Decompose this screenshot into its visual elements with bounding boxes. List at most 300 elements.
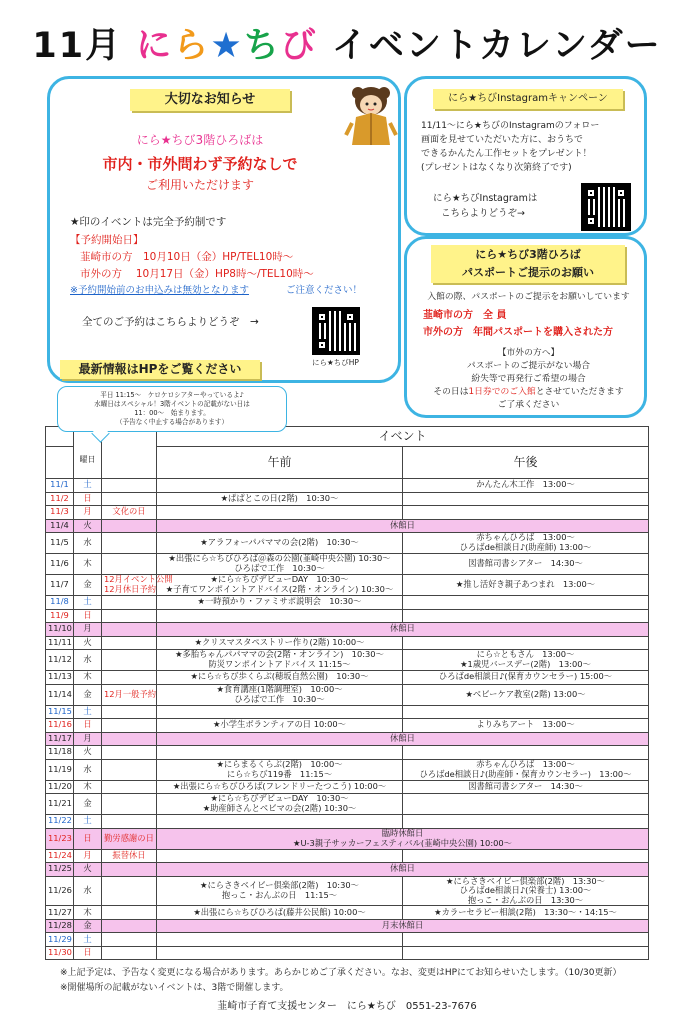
am-event-cell bbox=[157, 671, 403, 685]
calendar-row bbox=[46, 636, 649, 650]
instagram-qr-code[interactable] bbox=[581, 183, 631, 231]
title-brand-bi: び bbox=[280, 26, 318, 66]
date-cell bbox=[46, 946, 74, 960]
calendar-row bbox=[46, 828, 649, 849]
note-cell bbox=[102, 759, 157, 780]
date-cell-line: 11/20 bbox=[48, 780, 72, 791]
date-cell bbox=[46, 623, 74, 637]
date-cell bbox=[46, 533, 74, 554]
pm-event-cell bbox=[403, 933, 649, 947]
calendar-body bbox=[46, 479, 649, 960]
pm-event-cell bbox=[403, 849, 649, 863]
weekday-cell-line: 土 bbox=[83, 705, 92, 716]
notice-rule: ★印のイベントは完全予約制です bbox=[70, 216, 227, 228]
notice-label: 大切なお知らせ bbox=[130, 89, 290, 111]
calendar-row bbox=[46, 732, 649, 746]
passport-line7b: 1日券でのご入館 bbox=[468, 387, 536, 397]
am-event-cell-line: ★ぱぱとこの日(2階) 10:30～ bbox=[220, 492, 339, 503]
passport-line8: ご了承ください bbox=[497, 400, 560, 410]
date-cell-line: 11/7 bbox=[50, 579, 69, 590]
pm-event-cell bbox=[403, 554, 649, 575]
pm-event-cell bbox=[403, 746, 649, 760]
date-cell bbox=[46, 650, 74, 671]
date-cell-line: 11/24 bbox=[48, 849, 72, 860]
calendar-row bbox=[46, 780, 649, 794]
weekday-cell bbox=[74, 506, 102, 520]
header-date-blank bbox=[46, 447, 74, 479]
weekday-cell-line: 日 bbox=[83, 609, 92, 620]
date-cell-line: 11/21 bbox=[48, 798, 72, 809]
am-event-cell bbox=[157, 876, 403, 906]
date-cell-line: 11/3 bbox=[50, 506, 69, 517]
notice-line2: 市内・市外問わず予約なしで bbox=[102, 155, 298, 173]
am-event-cell bbox=[157, 705, 403, 719]
calendar-row bbox=[46, 863, 649, 877]
calendar-row bbox=[46, 575, 649, 596]
latest-info-label[interactable]: 最新情報はHPをご覧ください bbox=[60, 360, 260, 379]
weekday-cell bbox=[74, 933, 102, 947]
am-event-cell-line: ★にら☆ちびデビューDAY 10:30～ bbox=[210, 574, 349, 585]
pm-event-cell bbox=[403, 506, 649, 520]
note-cell bbox=[102, 554, 157, 575]
calendar-row bbox=[46, 609, 649, 623]
calendar-row bbox=[46, 596, 649, 610]
weekday-cell-line: 金 bbox=[83, 798, 92, 809]
date-cell bbox=[46, 933, 74, 947]
date-cell bbox=[46, 492, 74, 506]
note-cell bbox=[102, 732, 157, 746]
title-brand-ni: に bbox=[136, 26, 174, 66]
note-cell bbox=[102, 684, 157, 705]
note-cell-line: 勤労感謝の日 bbox=[104, 832, 154, 843]
date-cell-line: 11/12 bbox=[48, 654, 72, 665]
am-event-cell-line: ★出張にら☆ちびひろば(藤井公民館) 10:00～ bbox=[193, 906, 366, 917]
note-cell bbox=[102, 533, 157, 554]
weekday-cell-line: 木 bbox=[83, 780, 92, 791]
weekday-cell bbox=[74, 780, 102, 794]
note-cell bbox=[102, 574, 173, 596]
weekday-cell bbox=[74, 828, 102, 849]
weekday-cell bbox=[74, 946, 102, 960]
date-cell-line: 11/14 bbox=[48, 688, 72, 699]
note-cell bbox=[102, 746, 157, 760]
notice-warning: ※予約開始前のお申込みは無効となります bbox=[70, 285, 249, 296]
pm-event-cell bbox=[403, 575, 649, 596]
pm-event-cell bbox=[403, 684, 649, 705]
calendar-row bbox=[46, 746, 649, 760]
note-cell-line: 文化の日 bbox=[112, 506, 146, 517]
pm-event-cell bbox=[403, 609, 649, 623]
note-cell-line: 12月一般予約 bbox=[104, 688, 157, 699]
am-event-cell bbox=[157, 933, 403, 947]
pm-event-cell-line: ★カラーセラピー相談(2階) 13:30～・14:15～ bbox=[434, 906, 617, 917]
calendar-row bbox=[46, 933, 649, 947]
note-cell bbox=[102, 946, 157, 960]
note-cell bbox=[102, 815, 157, 829]
weekday-cell-line: 土 bbox=[83, 479, 92, 490]
note-cell bbox=[102, 719, 157, 733]
date-cell-line: 11/28 bbox=[48, 920, 72, 931]
weekday-cell bbox=[74, 554, 102, 575]
weekday-cell-line: 土 bbox=[83, 596, 92, 607]
note-cell-line: 12月イベント公開 bbox=[104, 574, 173, 585]
passport-line7a: その日は bbox=[433, 387, 469, 397]
am-event-cell-line: ★にらまるくらぶ(2階) 10:00～ bbox=[216, 758, 343, 769]
am-event-cell-line: 抱っこ・おんぶの日 11:15～ bbox=[221, 889, 338, 900]
note-cell bbox=[102, 479, 157, 493]
am-event-cell-line: 臨時休館日 bbox=[381, 827, 424, 838]
am-event-cell-line: にら☆ちび119番 11:15～ bbox=[226, 768, 333, 779]
am-event-cell bbox=[157, 506, 403, 520]
date-cell-line: 11/13 bbox=[48, 671, 72, 682]
calendar-row bbox=[46, 650, 649, 671]
calendar-row bbox=[46, 506, 649, 520]
passport-label bbox=[431, 245, 625, 283]
title-brand-star: ★ bbox=[210, 26, 244, 66]
pm-event-cell bbox=[403, 876, 649, 906]
pm-event-cell bbox=[403, 794, 649, 815]
pm-event-cell-line: ★ベビーケア教室(2階) 13:00～ bbox=[465, 688, 586, 699]
mascot-icon bbox=[346, 83, 396, 149]
pm-event-cell-line: ★推し活好き親子あつまれ 13:00～ bbox=[455, 579, 596, 590]
date-cell bbox=[46, 609, 74, 623]
am-event-cell-line: ★子育てワンポイントアドバイス(2階・オンライン) 10:30～ bbox=[165, 584, 394, 594]
date-cell bbox=[46, 506, 74, 520]
weekday-cell bbox=[74, 849, 102, 863]
date-cell bbox=[46, 684, 74, 705]
note-cell bbox=[102, 623, 157, 637]
pm-event-cell-line: ひろばde相談日♪(保育カウンセラー) 15:00～ bbox=[438, 671, 613, 682]
calendar-row bbox=[46, 684, 649, 705]
weekday-cell-line: 火 bbox=[83, 519, 92, 530]
weekday-cell-line: 金 bbox=[83, 688, 92, 699]
pm-event-cell bbox=[403, 780, 649, 794]
pm-event-cell bbox=[403, 636, 649, 650]
pm-event-cell bbox=[403, 719, 649, 733]
note-cell bbox=[102, 506, 157, 520]
weekday-cell bbox=[74, 671, 102, 685]
date-cell-line: 11/29 bbox=[48, 933, 72, 944]
weekday-cell bbox=[74, 906, 102, 920]
calendar-row bbox=[46, 492, 649, 506]
passport-line7c: とさせていただきます bbox=[535, 387, 624, 397]
weekday-cell-line: 日 bbox=[83, 719, 92, 730]
calendar-row bbox=[46, 719, 649, 733]
instagram-label: にら★ちびInstagramキャンペーン bbox=[433, 89, 623, 109]
date-cell bbox=[46, 746, 74, 760]
am-event-cell bbox=[157, 623, 649, 637]
date-cell bbox=[46, 732, 74, 746]
weekday-cell-line: 木 bbox=[83, 906, 92, 917]
passport-label-line2: パスポートご提示のお願い bbox=[462, 266, 594, 279]
weekday-cell-line: 水 bbox=[83, 763, 92, 774]
pm-event-cell-line: 赤ちゃんひろば 13:00～ bbox=[476, 758, 575, 769]
weekday-cell bbox=[74, 533, 102, 554]
pm-event-cell-line: ★にらさきベイビー倶楽部(2階) 13:30～ bbox=[446, 875, 605, 886]
instagram-line5: にら★ちびInstagramは bbox=[433, 193, 538, 204]
am-event-cell bbox=[157, 849, 403, 863]
weekday-cell bbox=[74, 732, 102, 746]
bubble-line2: 水曜日はスペシャル！3階イベントの記載がない日は bbox=[94, 400, 250, 408]
header-pm: 午後 bbox=[403, 447, 649, 479]
note-cell bbox=[102, 492, 157, 506]
date-cell bbox=[46, 794, 74, 815]
weekday-cell bbox=[74, 575, 102, 596]
pm-event-cell-line: ★1歳児バースデー(2階) 13:00～ bbox=[460, 659, 591, 669]
am-event-cell-line: ★にらさきベイビー倶楽部(2階) 10:30～ bbox=[200, 880, 359, 891]
title-brand-ra: ら bbox=[173, 26, 211, 66]
date-cell-line: 11/6 bbox=[50, 558, 69, 569]
pm-event-cell-line: 抱っこ・おんぶの日 13:30～ bbox=[467, 894, 584, 905]
calendar-row bbox=[46, 671, 649, 685]
weekday-cell-line: 月 bbox=[83, 849, 92, 860]
weekday-cell-line: 木 bbox=[83, 558, 92, 569]
pm-event-cell bbox=[403, 533, 649, 554]
pm-event-cell bbox=[403, 906, 649, 920]
am-event-cell bbox=[157, 946, 403, 960]
date-cell bbox=[46, 519, 74, 533]
header-dow: 曜日 bbox=[74, 427, 102, 479]
date-cell bbox=[46, 479, 74, 493]
note-cell bbox=[102, 671, 157, 685]
passport-box bbox=[404, 236, 647, 418]
am-event-cell bbox=[157, 759, 403, 780]
date-cell bbox=[46, 815, 74, 829]
am-event-cell bbox=[157, 636, 403, 650]
page-title bbox=[0, 18, 694, 68]
weekday-cell bbox=[74, 609, 102, 623]
weekday-cell bbox=[74, 636, 102, 650]
hp-qr-caption: にら★ちびHP bbox=[312, 358, 359, 367]
am-event-cell-line: ★アラフォーパパママの会(2階) 10:30～ bbox=[200, 537, 359, 548]
notice-nirasaki: 韮崎市の方 10月10日（金）HP/TEL10時～ bbox=[80, 251, 294, 263]
footer-note1: ※上記予定は、予告なく変更になる場合があります。あらかじめご了承ください。なお、変更はHPにてお知らせいたします。（10/30更新） bbox=[60, 968, 622, 978]
weekday-cell-line: 水 bbox=[83, 654, 92, 665]
weekday-cell-line: 木 bbox=[83, 671, 92, 682]
note-cell bbox=[102, 919, 157, 933]
pm-event-cell-line: ひろばde相談日♪(栄養士) 13:00～ bbox=[459, 885, 592, 896]
pm-event-cell bbox=[403, 492, 649, 506]
am-event-cell-line: ★出張にら☆ちびひろば(フレンドリーたつこう) 10:00～ bbox=[172, 780, 387, 791]
weekday-cell-line: 土 bbox=[83, 933, 92, 944]
calendar-row bbox=[46, 554, 649, 575]
am-event-cell bbox=[157, 596, 403, 610]
pm-event-cell-line: にら☆ともさん 13:00～ bbox=[476, 649, 575, 660]
am-event-cell bbox=[157, 479, 403, 493]
weekday-cell bbox=[74, 794, 102, 815]
date-cell-line: 11/15 bbox=[48, 705, 72, 716]
calendar-row bbox=[46, 519, 649, 533]
calendar-row bbox=[46, 794, 649, 815]
weekday-cell-line: 日 bbox=[83, 947, 92, 958]
notice-start-head: 【予約開始日】 bbox=[70, 234, 144, 246]
pm-event-cell bbox=[403, 650, 649, 671]
date-cell-line: 11/27 bbox=[48, 906, 72, 917]
title-brand-chi: ち bbox=[243, 26, 281, 66]
am-event-cell-line: ★にら☆ちびデビューDAY 10:30～ bbox=[210, 793, 349, 804]
am-event-cell-line: 防災ワンポイントアドバイス 11:15～ bbox=[208, 659, 351, 669]
notice-caution: ご注意ください！ bbox=[286, 285, 363, 296]
am-event-cell-line: ★食育講座(1階調理室) 10:00～ bbox=[216, 683, 343, 694]
am-event-cell bbox=[157, 863, 649, 877]
pm-event-cell-line: かんたん木工作 13:00～ bbox=[476, 479, 575, 490]
am-event-cell bbox=[157, 575, 403, 596]
date-cell bbox=[46, 575, 74, 596]
weekday-cell-line: 土 bbox=[83, 815, 92, 826]
date-cell-line: 11/8 bbox=[50, 596, 69, 607]
am-event-cell bbox=[157, 906, 403, 920]
am-event-cell bbox=[157, 732, 649, 746]
weekday-cell bbox=[74, 650, 102, 671]
calendar-row bbox=[46, 533, 649, 554]
note-cell bbox=[102, 933, 157, 947]
am-event-cell bbox=[157, 519, 649, 533]
pm-event-cell-line: 赤ちゃんひろば 13:00～ bbox=[476, 532, 575, 543]
note-cell bbox=[102, 828, 157, 849]
weekday-cell bbox=[74, 479, 102, 493]
bubble-line3: 11：00～ 始まります。 bbox=[134, 409, 210, 417]
notice-line1: にら★ちび3階ひろばは bbox=[136, 133, 264, 147]
hp-qr-code[interactable] bbox=[312, 307, 360, 355]
event-calendar-table bbox=[45, 426, 649, 960]
notice-line3: ご利用いただけます bbox=[145, 178, 254, 192]
instagram-line4: (プレゼントはなくなり次第終了です) bbox=[421, 163, 572, 173]
pm-event-cell-line: よりみちアート 13:00～ bbox=[476, 719, 575, 730]
note-cell bbox=[102, 596, 157, 610]
header-am: 午前 bbox=[157, 447, 403, 479]
weekday-cell-line: 日 bbox=[83, 492, 92, 503]
date-cell-line: 11/30 bbox=[48, 947, 72, 958]
pm-event-cell bbox=[403, 705, 649, 719]
pm-event-cell bbox=[403, 479, 649, 493]
weekday-cell-line: 月 bbox=[83, 506, 92, 517]
footer-note2: ※開催場所の記載がないイベントは、3階で開催します。 bbox=[60, 983, 289, 993]
am-event-cell-line: 休館日 bbox=[390, 863, 415, 874]
weekday-cell-line: 月 bbox=[83, 732, 92, 743]
instagram-line1: 11/11～にら★ちびのInstagramのフォロー bbox=[421, 121, 600, 131]
am-event-cell bbox=[157, 794, 403, 815]
date-cell bbox=[46, 705, 74, 719]
pm-event-cell-line: ひろばde相談日♪(助産師) 13:00～ bbox=[459, 542, 592, 552]
am-event-cell-line: 月末休館日 bbox=[381, 920, 424, 931]
am-event-cell-line: 休館日 bbox=[390, 732, 415, 743]
note-cell bbox=[102, 876, 157, 906]
am-event-cell bbox=[157, 919, 649, 933]
am-event-cell bbox=[157, 719, 403, 733]
weekday-cell bbox=[74, 863, 102, 877]
calendar-row bbox=[46, 759, 649, 780]
am-event-cell-line: ★多胎ちゃんパパママの会(2階・オンライン) 10:30～ bbox=[175, 649, 384, 660]
weekday-cell bbox=[74, 623, 102, 637]
weekday-cell bbox=[74, 759, 102, 780]
note-cell bbox=[102, 705, 157, 719]
note-cell bbox=[102, 609, 157, 623]
note-cell-line: 12月休日予約 bbox=[104, 584, 157, 594]
header-event: イベント bbox=[157, 427, 649, 447]
weekday-cell-line: 金 bbox=[83, 920, 92, 931]
notice-reserve[interactable]: 全てのご予約はこちらよりどうぞ → bbox=[82, 316, 259, 328]
calendar-row bbox=[46, 815, 649, 829]
weekday-cell bbox=[74, 815, 102, 829]
passport-label-line1: にら★ちび3階ひろば bbox=[475, 248, 581, 261]
instagram-line6[interactable]: こちらよりどうぞ→ bbox=[441, 208, 525, 219]
title-rest: イベントカレンダー bbox=[331, 26, 662, 66]
weekday-cell-line: 火 bbox=[83, 746, 92, 757]
date-cell bbox=[46, 906, 74, 920]
date-cell-line: 11/2 bbox=[50, 492, 69, 503]
am-event-cell-line: ★一時預かり・ファミサポ説明会 10:30～ bbox=[197, 596, 362, 607]
calendar-row bbox=[46, 876, 649, 906]
weekday-cell-line: 火 bbox=[83, 863, 92, 874]
date-cell-line: 11/4 bbox=[50, 519, 69, 530]
weekday-cell bbox=[74, 705, 102, 719]
am-event-cell-line: ★クリスマスタペストリー作り(2階) 10:00～ bbox=[194, 636, 365, 647]
bubble-line1: 平日 11:15～ ケロケロシアターやっているよ♪ bbox=[100, 391, 244, 399]
date-cell bbox=[46, 828, 74, 849]
weekday-cell bbox=[74, 919, 102, 933]
weekday-cell-line: 金 bbox=[83, 579, 92, 590]
am-event-cell bbox=[157, 650, 403, 671]
header-note bbox=[102, 427, 157, 479]
passport-line1: 入館の際、パスポートのご提示をお願いしています bbox=[427, 292, 630, 302]
date-cell-line: 11/16 bbox=[48, 719, 72, 730]
note-cell bbox=[102, 906, 157, 920]
calendar-row bbox=[46, 479, 649, 493]
calendar-row bbox=[46, 705, 649, 719]
calendar-row bbox=[46, 906, 649, 920]
date-cell bbox=[46, 596, 74, 610]
pm-event-cell-line: 図書館司書シアター 14:30～ bbox=[468, 558, 583, 569]
footer-contact: 韮崎市子育て支援センター にら★ちび 0551-23-7676 bbox=[217, 1001, 477, 1012]
note-cell bbox=[102, 794, 157, 815]
pm-event-cell-line: ひろばde相談日♪(助産師・保育カウンセラー) 13:00～ bbox=[419, 768, 632, 779]
passport-line5: パスポートのご提示がない場合 bbox=[466, 361, 591, 371]
calendar-row bbox=[46, 919, 649, 933]
note-cell bbox=[102, 863, 157, 877]
note-cell bbox=[102, 849, 157, 863]
date-cell-line: 11/17 bbox=[48, 732, 72, 743]
am-event-cell bbox=[157, 815, 403, 829]
date-cell bbox=[46, 671, 74, 685]
weekday-cell bbox=[74, 519, 102, 533]
am-event-cell-line: ★出張にら☆ちびひろば＠森の公園(韮崎中央公園) 10:30～ bbox=[168, 553, 391, 564]
date-cell-line: 11/9 bbox=[50, 609, 69, 620]
weekday-cell bbox=[74, 876, 102, 906]
passport-line4: 【市外の方へ】 bbox=[497, 348, 560, 358]
am-event-cell-line: ★助産師さんとベビマの会(2階) 10:30～ bbox=[202, 803, 357, 813]
passport-line3: 市外の方 年間パスポートを購入された方 bbox=[423, 327, 613, 338]
notice-outside: 市外の方 10月17日（金）HP8時～/TEL10時～ bbox=[80, 268, 314, 280]
date-cell bbox=[46, 554, 74, 575]
pm-event-cell-line: 図書館司書シアター 14:30～ bbox=[468, 780, 583, 791]
pm-event-cell bbox=[403, 596, 649, 610]
weekday-cell-line: 日 bbox=[83, 832, 92, 843]
date-cell-line: 11/10 bbox=[48, 623, 72, 634]
instagram-line2: 画面を見せていただいた方に、おうちで bbox=[421, 135, 583, 145]
am-event-cell-line: ひろばで工作 10:30～ bbox=[234, 693, 325, 704]
am-event-cell-line: ひろばで工作 10:30～ bbox=[234, 563, 325, 573]
date-cell-line: 11/22 bbox=[48, 815, 72, 826]
am-event-cell-line: 休館日 bbox=[390, 623, 415, 634]
weekday-cell bbox=[74, 596, 102, 610]
passport-line2: 韮崎市の方 全 員 bbox=[423, 310, 507, 321]
weekday-cell-line: 水 bbox=[83, 885, 92, 896]
date-cell bbox=[46, 636, 74, 650]
note-cell bbox=[102, 650, 157, 671]
date-cell-line: 11/18 bbox=[48, 746, 72, 757]
am-event-cell-line: ★U-3親子サッカーフェスティバル(韮崎中央公園) 10:00～ bbox=[293, 837, 512, 848]
theater-bubble bbox=[57, 386, 287, 432]
